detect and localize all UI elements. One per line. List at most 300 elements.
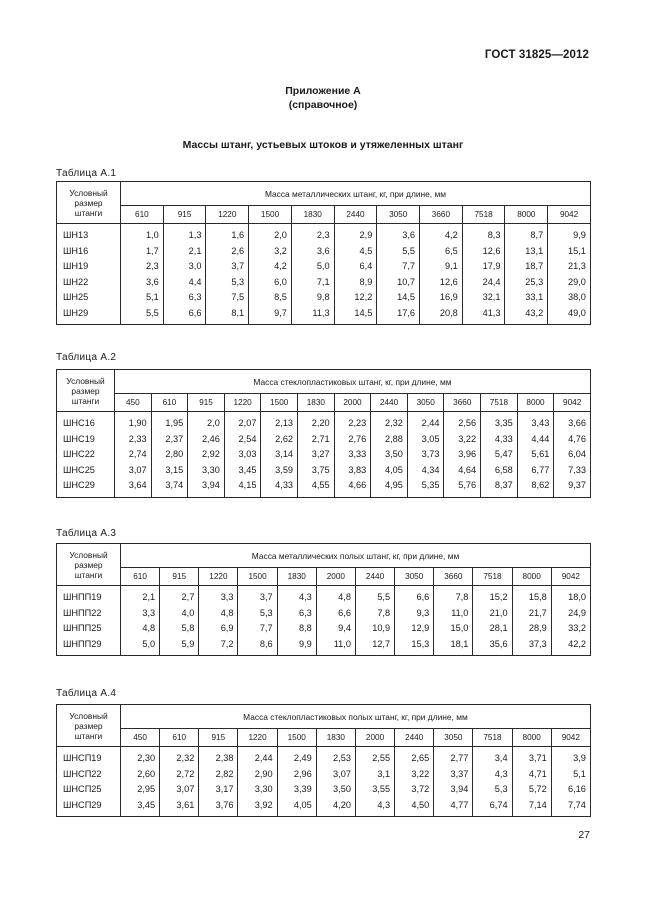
mass-value-cell: 2,55 <box>372 753 391 763</box>
rod-size-cell: ШНПП25 <box>63 623 102 633</box>
mass-value-cell: 1,6 <box>231 230 245 240</box>
mass-column <box>444 412 481 498</box>
mass-column <box>434 747 473 817</box>
mass-value-cell: 24,9 <box>568 607 587 618</box>
length-header-cell: 8000 <box>512 729 551 747</box>
mass-value-cell: 3,45 <box>238 464 257 475</box>
mass-value-cell: 17,9 <box>482 261 501 271</box>
rod-size-cell: ШНСП22 <box>63 768 102 779</box>
length-header-cell: 3050 <box>377 206 420 224</box>
mass-value-cell: 41,3 <box>482 307 501 318</box>
mass-value-cell: 3,66 <box>568 418 586 428</box>
mass-column <box>473 586 512 656</box>
mass-value-cell: 16,9 <box>439 292 458 302</box>
mass-value-cell: 4,33 <box>275 480 294 490</box>
mass-value-cell: 28,1 <box>489 623 508 633</box>
table-caption: Таблица А.3 <box>56 528 117 539</box>
mass-value-cell: 4,8 <box>338 592 351 602</box>
mass-value-cell: 4,5 <box>359 245 373 256</box>
mass-value-cell: 3,75 <box>311 464 330 475</box>
mass-column <box>371 412 408 498</box>
mass-value-cell: 2,49 <box>293 753 312 763</box>
mass-value-cell: 12,9 <box>411 623 430 633</box>
mass-value-cell: 2,44 <box>421 418 440 428</box>
length-header-cell: 1830 <box>298 394 335 412</box>
mass-value-cell: 6,6 <box>416 592 430 602</box>
mass-value-cell: 3,27 <box>311 449 330 459</box>
mass-value-cell: 3,94 <box>450 784 469 794</box>
page-number: 27 <box>578 829 590 841</box>
mass-value-cell: 35,6 <box>489 638 508 649</box>
mass-value-cell: 2,1 <box>188 245 202 256</box>
mass-value-cell: 2,92 <box>201 449 220 459</box>
mass-value-cell: 3,30 <box>254 784 273 794</box>
mass-value-cell: 5,72 <box>528 784 547 794</box>
mass-value-cell: 3,1 <box>377 768 391 779</box>
mass-column <box>316 586 355 656</box>
mass-column <box>505 224 548 325</box>
mass-value-cell: 3,43 <box>531 418 550 428</box>
mass-value-cell: 2,1 <box>142 592 156 602</box>
row-header-label <box>57 370 115 412</box>
length-header-cell: 3050 <box>395 568 434 586</box>
length-header-cell: 610 <box>121 206 164 224</box>
table-a3 <box>56 543 591 656</box>
mass-value-cell: 42,2 <box>568 638 587 649</box>
mass-value-cell: 2,72 <box>176 768 195 779</box>
length-header-cell: 8000 <box>505 206 548 224</box>
mass-value-cell: 2,62 <box>275 433 294 444</box>
mass-value-cell: 37,3 <box>528 638 547 649</box>
mass-value-cell: 3,7 <box>259 592 273 602</box>
mass-value-cell: 12,6 <box>482 245 501 256</box>
rod-size-cell: ШН25 <box>63 292 89 302</box>
mass-value-cell: 3,73 <box>421 449 440 459</box>
mass-value-cell: 3,17 <box>215 784 234 794</box>
mass-value-cell: 9,4 <box>338 623 351 633</box>
mass-value-cell: 3,83 <box>348 464 367 475</box>
mass-column <box>206 224 249 325</box>
mass-column <box>551 747 590 817</box>
mass-column <box>199 747 238 817</box>
mass-column <box>298 412 335 498</box>
mass-value-cell: 15,2 <box>489 592 508 602</box>
mass-value-cell: 3,22 <box>458 433 477 444</box>
mass-value-cell: 1,7 <box>145 245 159 256</box>
mass-value-cell: 5,0 <box>316 261 330 271</box>
mass-column <box>160 586 199 656</box>
rod-size-cell: ШНСП25 <box>63 784 102 794</box>
length-header-cell: 1220 <box>224 394 261 412</box>
length-header-cell: 3660 <box>420 206 463 224</box>
mass-value-cell: 9,9 <box>573 230 586 240</box>
mass-value-cell: 15,8 <box>528 592 547 602</box>
mass-value-cell: 3,71 <box>528 753 547 763</box>
mass-value-cell: 4,2 <box>274 261 287 271</box>
mass-value-cell: 8,9 <box>359 276 373 287</box>
mass-value-cell: 3,9 <box>573 753 586 763</box>
mass-value-cell: 3,30 <box>201 464 220 475</box>
table-a1 <box>56 181 591 325</box>
mass-column <box>355 586 394 656</box>
mass-value-cell: 2,54 <box>238 433 257 444</box>
rod-size-column <box>57 224 121 325</box>
document-code: ГОСТ 31825—2012 <box>484 49 589 61</box>
mass-value-cell: 2,60 <box>137 768 156 779</box>
mass-column <box>316 747 355 817</box>
mass-value-cell: 4,66 <box>348 480 367 490</box>
mass-value-cell: 2,76 <box>348 433 367 444</box>
mass-column <box>512 747 551 817</box>
mass-value-cell: 4,05 <box>293 799 312 810</box>
mass-value-cell: 2,95 <box>137 784 156 794</box>
mass-column <box>188 412 225 498</box>
rod-size-column <box>57 747 121 817</box>
mass-value-cell: 8,6 <box>259 638 273 649</box>
appendix-title: Приложение А <box>285 85 361 97</box>
mass-value-cell: 8,8 <box>299 623 312 633</box>
length-header-cell: 1220 <box>199 568 238 586</box>
mass-column <box>160 747 199 817</box>
row-header-line: штанги <box>74 569 103 580</box>
mass-value-cell: 2,23 <box>348 418 367 428</box>
row-header-line: размер <box>74 559 103 570</box>
mass-value-cell: 21,0 <box>489 607 508 618</box>
length-header-cell: 1500 <box>261 394 298 412</box>
mass-value-cell: 18,0 <box>568 592 587 602</box>
mass-value-cell: 7,8 <box>455 592 469 602</box>
mass-value-cell: 2,9 <box>359 230 373 240</box>
length-header-cell: 610 <box>151 394 188 412</box>
mass-value-cell: 6,6 <box>188 307 202 318</box>
mass-value-cell: 3,74 <box>165 480 184 490</box>
appendix-subtitle: (справочное) <box>288 99 358 111</box>
mass-value-cell: 2,07 <box>238 418 257 428</box>
mass-value-cell: 1,0 <box>145 230 159 240</box>
mass-value-cell: 4,4 <box>188 276 202 287</box>
mass-value-cell: 6,04 <box>568 449 586 459</box>
length-header-cell: 2000 <box>316 568 355 586</box>
mass-value-cell: 6,5 <box>444 245 458 256</box>
mass-value-cell: 9,9 <box>299 638 312 649</box>
mass-value-cell: 2,44 <box>254 753 273 763</box>
length-header-cell: 9042 <box>551 729 590 747</box>
mass-column <box>334 224 377 325</box>
mass-value-cell: 3,94 <box>201 480 220 490</box>
rod-size-cell: ШН13 <box>63 230 89 240</box>
mass-column <box>238 586 277 656</box>
row-header-line: Условный <box>69 187 108 198</box>
mass-value-cell: 3,72 <box>411 784 430 794</box>
mass-value-cell: 5,47 <box>494 449 513 459</box>
mass-value-cell: 17,6 <box>397 307 416 318</box>
length-header-cell: 7518 <box>481 394 518 412</box>
row-header-line: размер <box>74 197 103 208</box>
length-header-cell: 8000 <box>517 394 554 412</box>
mass-value-cell: 4,0 <box>181 607 195 618</box>
mass-value-cell: 6,4 <box>359 261 373 271</box>
mass-value-cell: 18,7 <box>525 261 544 271</box>
mass-value-cell: 3,37 <box>450 768 469 779</box>
mass-value-cell: 4,44 <box>531 433 550 444</box>
mass-value-cell: 32,1 <box>482 292 501 302</box>
mass-value-cell: 11,0 <box>333 638 351 649</box>
mass-column <box>163 224 206 325</box>
mass-value-cell: 12,7 <box>372 638 391 649</box>
mass-value-cell: 5,8 <box>181 623 195 633</box>
length-header-cell: 610 <box>121 568 160 586</box>
length-header-cell: 9042 <box>548 206 591 224</box>
rod-size-column <box>57 586 121 656</box>
row-header-line: штанги <box>71 395 100 406</box>
mass-value-cell: 3,76 <box>215 799 234 810</box>
mass-value-cell: 6,9 <box>220 623 234 633</box>
mass-value-cell: 1,90 <box>128 418 147 428</box>
mass-value-cell: 21,3 <box>568 261 586 271</box>
mass-column <box>481 412 518 498</box>
mass-value-cell: 7,5 <box>231 292 245 302</box>
length-header-cell: 450 <box>121 729 160 747</box>
mass-value-cell: 5,3 <box>231 276 245 287</box>
mass-value-cell: 2,90 <box>254 768 273 779</box>
mass-value-cell: 4,8 <box>142 623 156 633</box>
rod-size-cell: ШН29 <box>63 307 89 318</box>
length-header-cell: 3660 <box>444 394 481 412</box>
length-header-cell: 1220 <box>206 206 249 224</box>
mass-value-cell: 4,55 <box>311 480 330 490</box>
mass-column <box>473 747 512 817</box>
mass-column <box>199 586 238 656</box>
mass-column <box>121 586 160 656</box>
mass-value-cell: 2,7 <box>181 592 195 602</box>
mass-column <box>554 412 591 498</box>
mass-value-cell: 4,71 <box>528 768 547 779</box>
length-header-cell: 2000 <box>334 394 371 412</box>
row-header-label <box>57 182 121 224</box>
mass-value-cell: 2,88 <box>384 433 403 444</box>
mass-value-cell: 2,30 <box>137 753 156 763</box>
mass-column <box>261 412 298 498</box>
length-header-cell: 1500 <box>277 729 316 747</box>
mass-value-cell: 3,14 <box>275 449 294 459</box>
mass-value-cell: 6,16 <box>567 784 586 794</box>
mass-value-cell: 2,0 <box>207 418 220 428</box>
mass-value-cell: 4,3 <box>377 799 391 810</box>
mass-value-cell: 18,1 <box>450 638 469 649</box>
mass-value-cell: 3,07 <box>128 464 147 475</box>
length-header-cell: 915 <box>188 394 225 412</box>
length-header-cell: 1500 <box>249 206 292 224</box>
mass-value-cell: 1,3 <box>188 230 202 240</box>
mass-column <box>407 412 444 498</box>
rod-size-cell: ШНПП19 <box>63 592 102 602</box>
mass-column <box>517 412 554 498</box>
mass-value-cell: 2,82 <box>215 768 234 779</box>
mass-value-cell: 3,05 <box>421 433 440 444</box>
group-header: Масса металлических полых штанг, кг, при длине, мм <box>121 544 591 568</box>
length-header-cell: 2440 <box>334 206 377 224</box>
mass-value-cell: 5,5 <box>402 245 416 256</box>
mass-value-cell: 2,71 <box>311 433 330 444</box>
mass-value-cell: 3,7 <box>231 261 245 271</box>
mass-value-cell: 8,37 <box>494 480 513 490</box>
mass-value-cell: 4,15 <box>238 480 257 490</box>
mass-value-cell: 6,3 <box>299 607 312 618</box>
mass-value-cell: 2,33 <box>128 433 147 444</box>
mass-value-cell: 3,61 <box>176 799 195 810</box>
mass-value-cell: 4,2 <box>444 230 458 240</box>
rod-size-cell: ШНС29 <box>63 480 95 490</box>
mass-column <box>355 747 394 817</box>
mass-value-cell: 3,6 <box>402 230 416 240</box>
mass-value-cell: 15,1 <box>568 245 586 256</box>
mass-value-cell: 33,1 <box>525 292 544 302</box>
mass-value-cell: 3,07 <box>333 768 351 779</box>
mass-value-cell: 2,32 <box>176 753 195 763</box>
mass-value-cell: 3,64 <box>128 480 147 490</box>
mass-column <box>512 586 551 656</box>
mass-value-cell: 4,20 <box>333 799 351 810</box>
mass-value-cell: 3,3 <box>142 607 156 618</box>
mass-column <box>548 224 591 325</box>
mass-column <box>551 586 590 656</box>
mass-value-cell: 15,0 <box>450 623 469 633</box>
mass-value-cell: 9,3 <box>416 607 430 618</box>
mass-value-cell: 3,59 <box>275 464 294 475</box>
mass-value-cell: 9,8 <box>316 292 330 302</box>
rod-size-cell: ШНСП19 <box>63 753 102 763</box>
length-header-cell: 915 <box>160 568 199 586</box>
length-header-cell: 2440 <box>355 568 394 586</box>
mass-value-cell: 3,45 <box>137 799 156 810</box>
length-header-cell: 7518 <box>462 206 505 224</box>
mass-value-cell: 4,8 <box>220 607 234 618</box>
mass-value-cell: 5,3 <box>259 607 273 618</box>
mass-value-cell: 9,37 <box>568 480 586 490</box>
mass-value-cell: 8,62 <box>531 480 550 490</box>
row-header-line: Условный <box>66 375 105 386</box>
mass-column <box>224 412 261 498</box>
mass-column <box>277 747 316 817</box>
mass-value-cell: 3,2 <box>274 245 287 256</box>
mass-value-cell: 3,07 <box>176 784 195 794</box>
mass-column <box>334 412 371 498</box>
mass-value-cell: 8,3 <box>487 230 501 240</box>
mass-value-cell: 2,77 <box>450 753 469 763</box>
mass-value-cell: 21,7 <box>528 607 547 618</box>
mass-value-cell: 9,7 <box>274 307 287 318</box>
mass-column <box>420 224 463 325</box>
mass-value-cell: 3,55 <box>372 784 391 794</box>
mass-value-cell: 3,3 <box>220 592 234 602</box>
mass-value-cell: 5,1 <box>573 768 586 779</box>
mass-value-cell: 4,34 <box>421 464 440 475</box>
mass-value-cell: 7,74 <box>567 799 586 810</box>
mass-value-cell: 9,1 <box>444 261 458 271</box>
mass-value-cell: 29,0 <box>568 276 586 287</box>
mass-value-cell: 7,2 <box>220 638 234 649</box>
mass-value-cell: 2,96 <box>293 768 312 779</box>
rod-size-cell: ШНПП22 <box>63 607 102 618</box>
mass-column <box>277 586 316 656</box>
row-header-line: штанги <box>74 207 103 218</box>
length-header-cell: 1500 <box>238 568 277 586</box>
main-title: Массы штанг, устьевых штоков и утяжеленных штанг <box>182 139 464 151</box>
mass-value-cell: 7,8 <box>377 607 391 618</box>
mass-value-cell: 4,33 <box>494 433 513 444</box>
mass-value-cell: 3,96 <box>458 449 477 459</box>
mass-value-cell: 11,3 <box>312 307 330 318</box>
mass-value-cell: 2,0 <box>274 230 287 240</box>
row-header-label <box>57 705 121 747</box>
mass-value-cell: 3,4 <box>494 753 508 763</box>
mass-value-cell: 4,64 <box>458 464 477 475</box>
mass-value-cell: 2,13 <box>275 418 294 428</box>
row-header-line: размер <box>74 720 103 731</box>
length-header-cell: 915 <box>163 206 206 224</box>
row-header-line: Условный <box>69 549 108 560</box>
length-header-cell: 1830 <box>316 729 355 747</box>
mass-value-cell: 4,3 <box>299 592 312 602</box>
length-header-cell: 450 <box>115 394 152 412</box>
length-header-cell: 7518 <box>473 729 512 747</box>
mass-value-cell: 3,33 <box>348 449 367 459</box>
mass-value-cell: 24,4 <box>482 276 501 287</box>
mass-value-cell: 5,61 <box>531 449 550 459</box>
mass-value-cell: 6,6 <box>338 607 351 618</box>
mass-value-cell: 2,6 <box>231 245 245 256</box>
table-caption: Таблица А.2 <box>56 352 117 363</box>
rod-size-column <box>57 412 115 498</box>
table-caption: Таблица А.1 <box>56 168 117 179</box>
mass-value-cell: 2,80 <box>165 449 184 459</box>
mass-value-cell: 4,50 <box>411 799 430 810</box>
table-a2 <box>56 369 591 498</box>
mass-value-cell: 8,7 <box>530 230 544 240</box>
length-header-cell: 2440 <box>395 729 434 747</box>
rod-size-cell: ШНС22 <box>63 449 95 459</box>
mass-value-cell: 10,7 <box>397 276 416 287</box>
mass-value-cell: 49,0 <box>568 307 586 318</box>
mass-column <box>249 224 292 325</box>
length-header-cell: 1830 <box>291 206 334 224</box>
group-header: Масса стеклопластиковых полых штанг, кг, при длине, мм <box>121 705 591 729</box>
length-header-cell: 9042 <box>551 568 590 586</box>
mass-value-cell: 13,1 <box>525 245 544 256</box>
mass-value-cell: 5,76 <box>458 480 477 490</box>
row-header-line: Условный <box>69 710 108 721</box>
mass-column <box>238 747 277 817</box>
mass-column <box>377 224 420 325</box>
mass-value-cell: 7,1 <box>316 276 330 287</box>
mass-value-cell: 7,7 <box>402 261 416 271</box>
row-header-line: размер <box>71 385 100 396</box>
appendix-heading <box>0 84 646 112</box>
mass-value-cell: 7,7 <box>259 623 273 633</box>
mass-value-cell: 2,53 <box>333 753 351 763</box>
mass-value-cell: 6,58 <box>494 464 513 475</box>
mass-value-cell: 3,03 <box>238 449 257 459</box>
length-header-cell: 915 <box>199 729 238 747</box>
rod-size-cell: ШН16 <box>63 245 89 256</box>
group-header: Масса стеклопластиковых штанг, кг, при длине, мм <box>115 370 591 394</box>
mass-value-cell: 3,6 <box>316 245 330 256</box>
mass-value-cell: 2,65 <box>411 753 430 763</box>
mass-value-cell: 33,2 <box>568 623 587 633</box>
mass-value-cell: 5,9 <box>181 638 195 649</box>
rod-size-cell: ШНПП29 <box>63 638 102 649</box>
mass-value-cell: 5,35 <box>421 480 440 490</box>
